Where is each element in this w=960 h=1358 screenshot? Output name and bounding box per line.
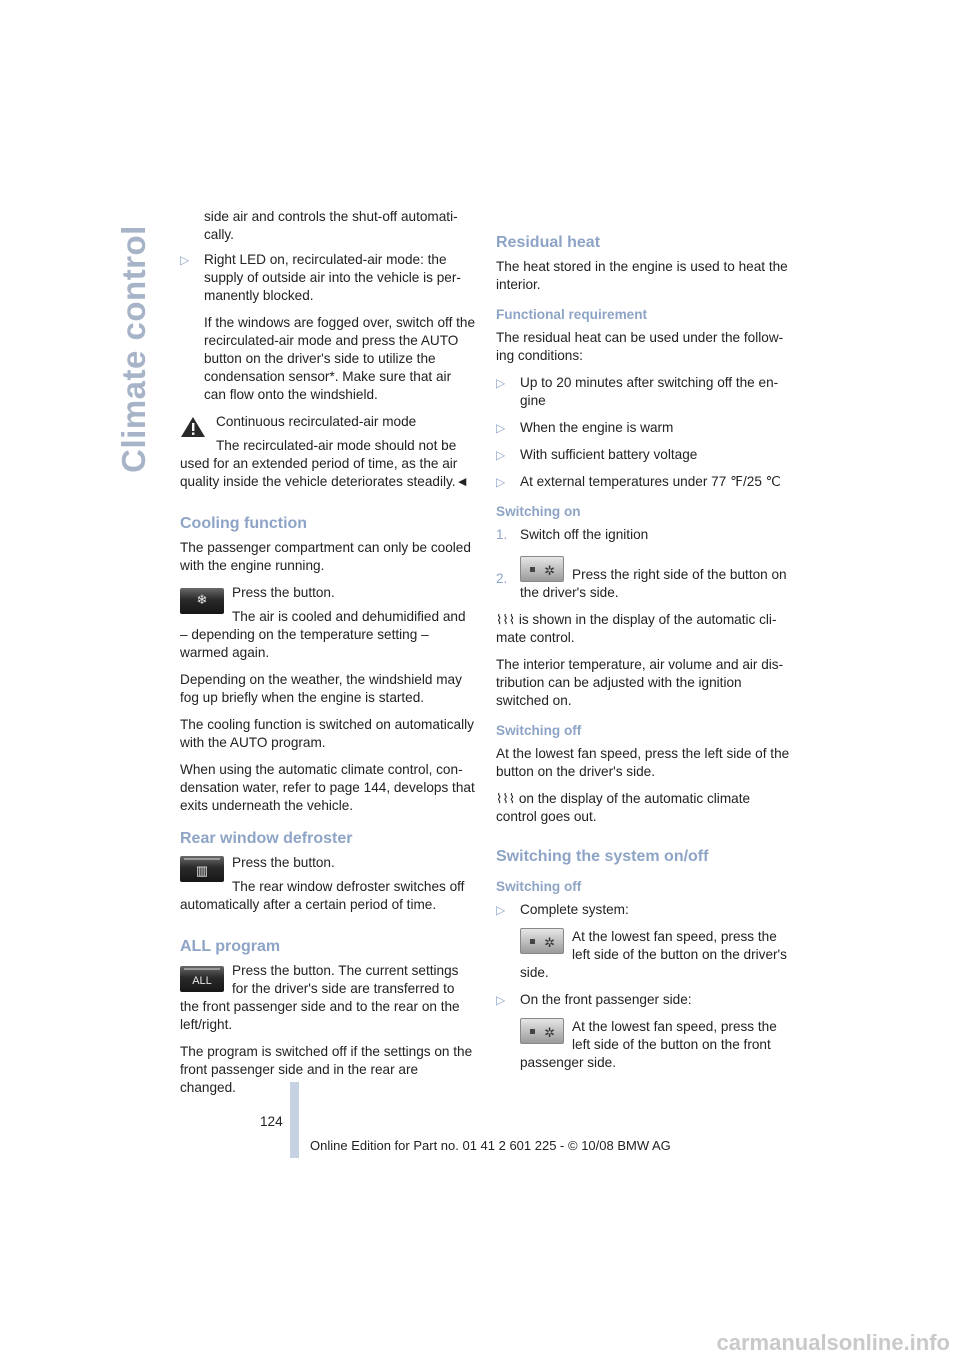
bullet-icon: ▷: [496, 993, 506, 1007]
heading-rear-defroster: Rear window defroster: [180, 830, 353, 847]
rear-defrost-icon: ▥: [195, 863, 209, 878]
warning-triangle-icon: [180, 415, 206, 439]
footer-accent-bar: [290, 1082, 299, 1158]
cooling-paragraph: Depending on the weather, the windshield may fog up briefly when the engine is started.: [180, 672, 462, 705]
all-description: Press the button. The current settings for the driver's side are transferred to the front passenger side and to the rear on the left/right.: [180, 963, 460, 1032]
cooling-button-image: [180, 588, 224, 614]
list-item: ▷ Right LED on, recirculated-air mode: the supply of outside air into the vehicle is permanently blocked.: [180, 252, 461, 303]
snowflake-icon: ❄: [196, 592, 208, 607]
goes-out-paragraph: ⌇⌇⌇ on the display of the automatic climate control goes out.: [496, 791, 751, 824]
all-program-instruction: [180, 962, 476, 1043]
list-item: ▷ Up to 20 minutes after switching off the engine: [496, 375, 779, 408]
right-column: [496, 234, 792, 1072]
heading-cooling: Cooling function: [180, 515, 308, 532]
bullet-icon: ▷: [180, 253, 190, 267]
left-column: [180, 208, 476, 1106]
list-item: ▷ At external temperatures under 77 ℉/25 ℃: [496, 474, 781, 489]
fan-icon: ✲: [544, 1025, 555, 1040]
cooling-instruction: [180, 584, 476, 671]
fan-button-image: [520, 928, 564, 954]
func-req-paragraph: The residual heat can be used under the following conditions:: [496, 330, 784, 363]
step-item: 1. Switch off the ignition: [496, 527, 649, 542]
residual-paragraph: The heat stored in the engine is used to heat the interior.: [496, 259, 788, 292]
all-button-label: ALL: [192, 975, 212, 987]
cooling-paragraph: The passenger compartment can only be cooled with the engine running.: [180, 540, 471, 573]
residual-heat-icon: ⌇⌇⌇: [496, 612, 516, 627]
cooling-paragraph: The cooling function is switched on automatically with the AUTO program.: [180, 717, 474, 750]
bullet-icon: ▷: [496, 421, 506, 435]
step-item: 2. ✲ Press the right side of the button on the driver's side.: [496, 556, 792, 602]
bullet-icon: ▷: [496, 903, 506, 917]
fan-icon: ✲: [544, 935, 555, 950]
cooling-description: The air is cooled and dehumidified and – depending on the temperature setting – warmed again.: [180, 609, 466, 660]
heading-residual-heat: Residual heat: [496, 234, 601, 251]
footer-edition: Online Edition for Part no. 01 41 2 601 225 - © 10/08 BMW AG: [310, 1138, 671, 1153]
bullet-icon: ▷: [496, 475, 506, 489]
side-section-title-text: Climate control: [115, 225, 152, 473]
rear-description: The rear window defroster switches off automatically after a certain period of time.: [180, 879, 465, 912]
rear-defroster-instruction: [180, 854, 476, 923]
list-item: ▷ When the engine is warm: [496, 420, 674, 435]
heading-all-program: ALL program: [180, 938, 281, 955]
all-paragraph: The program is switched off if the settings on the front passenger side and in the rear are changed.: [180, 1044, 473, 1095]
shown-paragraph: ⌇⌇⌇ is shown in the display of the automatic climate control.: [496, 612, 777, 645]
heading-switching-on: Switching on: [496, 504, 581, 519]
switch-off-paragraph: At the lowest fan speed, press the left side of the button on the driver's side.: [496, 746, 790, 779]
step-number: 2.: [496, 571, 508, 586]
rear-defroster-button-image: [180, 856, 224, 882]
interior-paragraph: The interior temperature, air volume and air distribution can be adjusted with the ignition switched on.: [496, 657, 784, 708]
fan-button-image: [520, 1018, 564, 1044]
continued-text: side air and controls the shut-off automati- cally.: [204, 209, 458, 242]
complete-system-instruction: ✲ At the lowest fan speed, press the left side of the button on the driver's side.: [520, 929, 787, 980]
fog-paragraph: If the windows are fogged over, switch off the recirculated-air mode and press the AUTO button on the driver's side to utilize the condensation sensor*. Make sure that air can flow onto the windshield.: [204, 315, 476, 402]
cooling-press-text: Press the button.: [232, 585, 335, 600]
residual-heat-icon: ⌇⌇⌇: [496, 791, 516, 806]
side-section-title: [112, 225, 156, 473]
heading-system-on-off: Switching the system on/off: [496, 848, 709, 865]
fan-button-image: [520, 556, 564, 582]
bullet-icon: ▷: [496, 376, 506, 390]
heading-switching-off: Switching off: [496, 723, 582, 738]
list-item: ▷ With sufficient battery voltage: [496, 447, 698, 462]
all-button-image: [180, 966, 224, 992]
cooling-paragraph: When using the automatic climate control, condensation water, refer to page 144, develops that exits underneath the vehicle.: [180, 762, 475, 813]
warning-note: [180, 413, 476, 500]
heading-functional-requirement: Functional requirement: [496, 307, 648, 322]
page-number: 124: [260, 1114, 283, 1129]
heading-system-switching-off: Switching off: [496, 879, 582, 894]
warning-text: The recirculated-air mode should not be used for an extended period of time, as the air quality inside the vehicle deteriorates steadily.◄: [180, 438, 470, 489]
watermark: carmanualsonline.info: [716, 1330, 950, 1355]
list-item: ▷ Complete system:: [496, 902, 629, 917]
list-item: ▷ On the front passenger side:: [496, 992, 692, 1007]
step-number: 1.: [496, 527, 508, 542]
warning-title: Continuous recirculated-air mode: [216, 414, 417, 429]
front-passenger-instruction: ✲ At the lowest fan speed, press the left side of the button on the front passenger side.: [520, 1019, 777, 1070]
bullet-icon: ▷: [496, 448, 506, 462]
rear-press-text: Press the button.: [232, 855, 335, 870]
fan-icon: ✲: [544, 563, 555, 578]
